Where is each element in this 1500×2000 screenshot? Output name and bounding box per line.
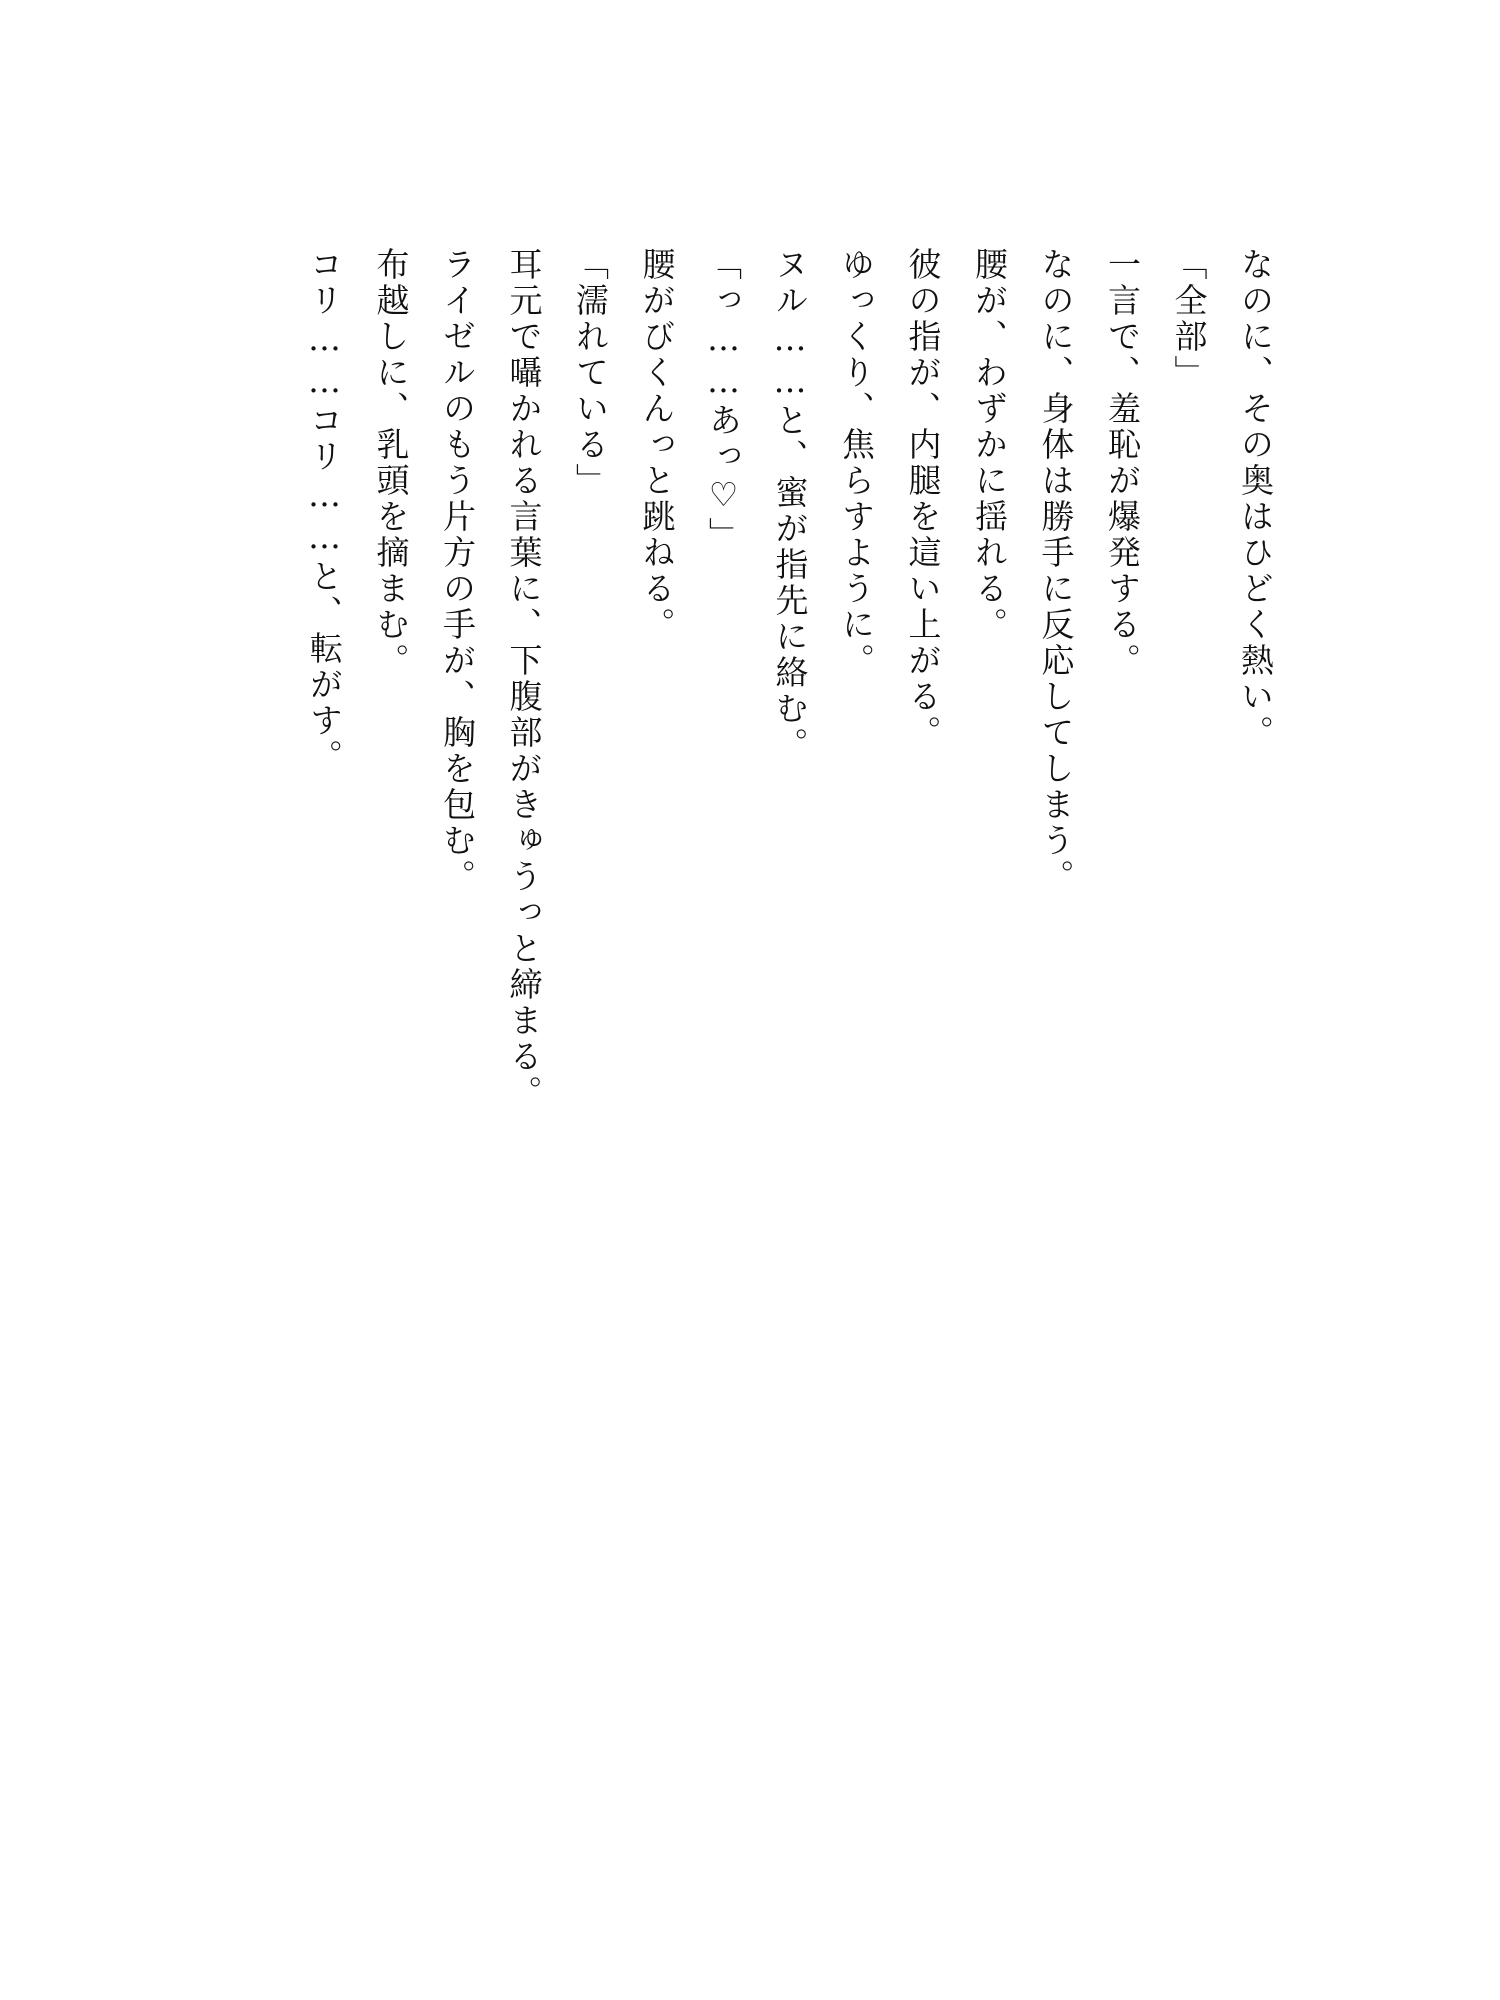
text-line: 腰がびくんっと跳ねる。 [637,247,677,643]
text-line: 一言で、羞恥が爆発する。 [1103,247,1142,679]
vertical-text-body [291,247,1289,1147]
text-line: 「全部」 [1169,247,1209,391]
text-line: 彼の指が、内腿を這い上がる。 [903,247,943,751]
text-line: なのに、その奥はひどく熱い。 [1236,247,1275,751]
text-line: 「っ……あっ♡」 [704,247,743,553]
text-line: ヌル……と、蜜が指先に絡む。 [770,247,810,763]
text-line: ライゼルのもう片方の手が、胸を包む。 [438,247,477,895]
text-line: 「濡れている」 [571,247,610,499]
text-line: 耳元で囁かれる言葉に、下腹部がきゅうっと締まる。 [504,247,544,1111]
text-line: 腰が、わずかに揺れる。 [970,247,1009,643]
text-line: コリ……コリ……と、転がす。 [305,247,344,775]
text-line: ゆっくり、焦らすように。 [837,247,876,679]
text-line: 布越しに、乳頭を摘まむ。 [371,247,411,679]
text-line: なのに、身体は勝手に反応してしまう。 [1036,247,1076,895]
